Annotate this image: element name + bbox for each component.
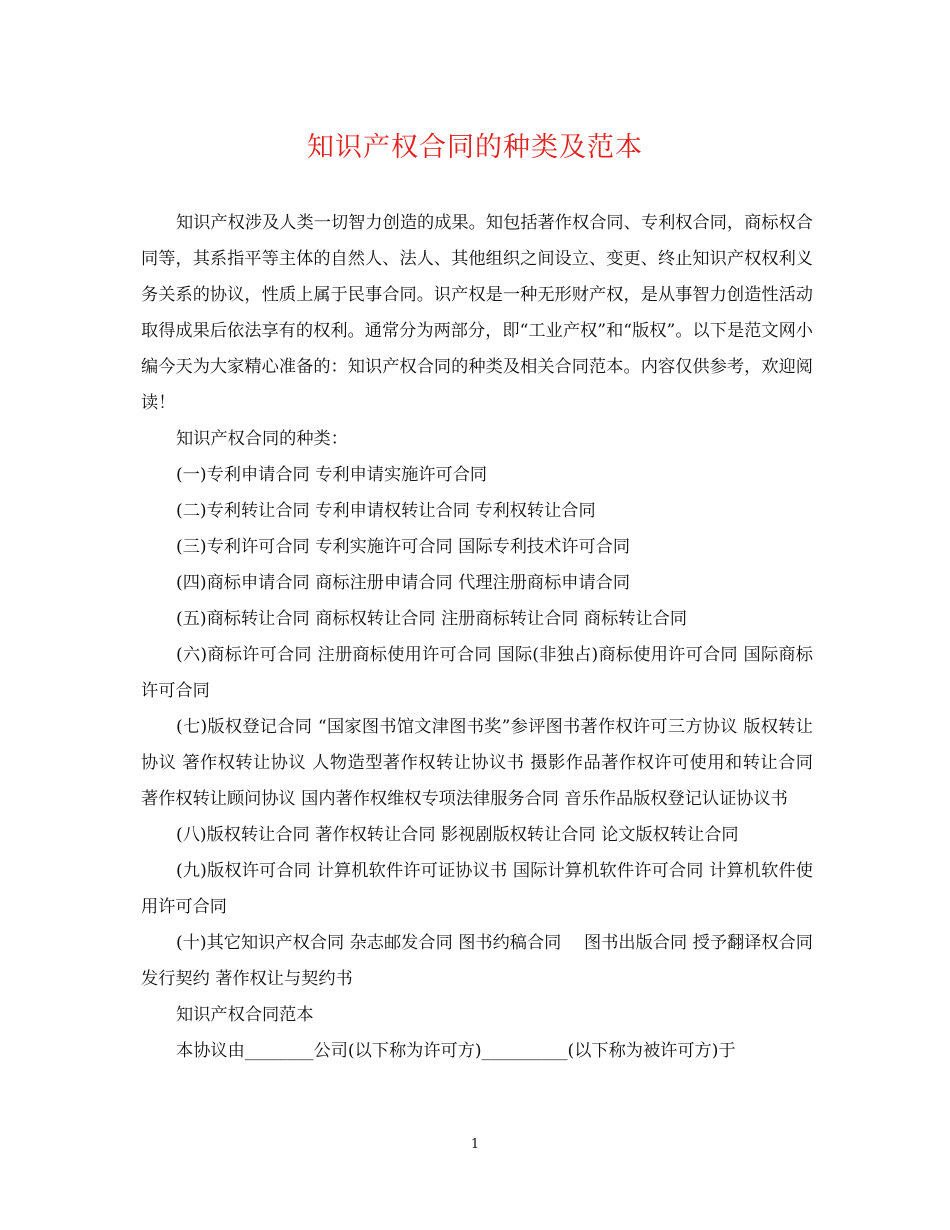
contract-type-item: (六)商标许可合同 注册商标使用许可合同 国际(非独占)商标使用许可合同 国际商标许可合同 xyxy=(141,645,813,701)
contract-type-item: (八)版权转让合同 著作权转让合同 影视剧版权转让合同 论文版权转让合同 xyxy=(176,825,739,845)
contract-type-item: (一)专利申请合同 专利申请实施许可合同 xyxy=(176,465,488,485)
contract-type-item: (四)商标申请合同 商标注册申请合同 代理注册商标申请合同 xyxy=(176,573,631,593)
template-opening-line: 本协议由________公司(以下称为许可方)__________(以下称为被许可方)于 xyxy=(176,1041,736,1061)
contract-type-item: (九)版权许可合同 计算机软件许可证协议书 国际计算机软件许可合同 计算机软件使用许可合同 xyxy=(141,861,813,917)
document-title: 知识产权合同的种类及范本 xyxy=(307,132,643,163)
intro-paragraph: 知识产权涉及人类一切智力创造的成果。知包括著作权合同、专利权合同，商标权合同等，其系指平等主体的自然人、法人、其他组织之间设立、变更、终止知识产权权利义务关系的协议，性质上属于民事合同。识产权是一种无形财产权，是从事智力创造性活动取得成果后依法享有的权利。通常分为两部分，即“工业产权”和“版权”。以下是范文网小编今天为大家精心准备的：知识产权合同的种类及相关合同范本。内容仅供参考，欢迎阅读！ xyxy=(141,213,813,413)
contract-type-item: (三)专利许可合同 专利实施许可合同 国际专利技术许可合同 xyxy=(176,537,631,557)
page-number: 1 xyxy=(470,1137,480,1152)
contract-types-heading: 知识产权合同的种类： xyxy=(176,429,348,449)
contract-type-item: (七)版权登记合同 “国家图书馆文津图书奖”参评图书著作权许可三方协议 版权转让协议 箸作权转让协议 人物造型著作权转让协议书 摄影作品著作权许可使用和转让合同 著作权转让顾问协议 国内著作权维权专项法律服务合同 音乐作品版权登记认证协议书 xyxy=(141,717,813,809)
contract-type-item: (五)商标转让合同 商标权转让合同 注册商标转让合同 商标转让合同 xyxy=(176,609,688,629)
template-heading: 知识产权合同范本 xyxy=(176,1005,314,1025)
document-body xyxy=(141,205,813,1069)
contract-type-item: (十)其它知识产权合同 杂志邮发合同 图书约稿合同 图书出版合同 授予翻译权合同 发行契约 著作权让与契约书 xyxy=(141,933,813,989)
contract-type-item: (二)专利转让合同 专利申请权转让合同 专利权转让合同 xyxy=(176,501,596,521)
